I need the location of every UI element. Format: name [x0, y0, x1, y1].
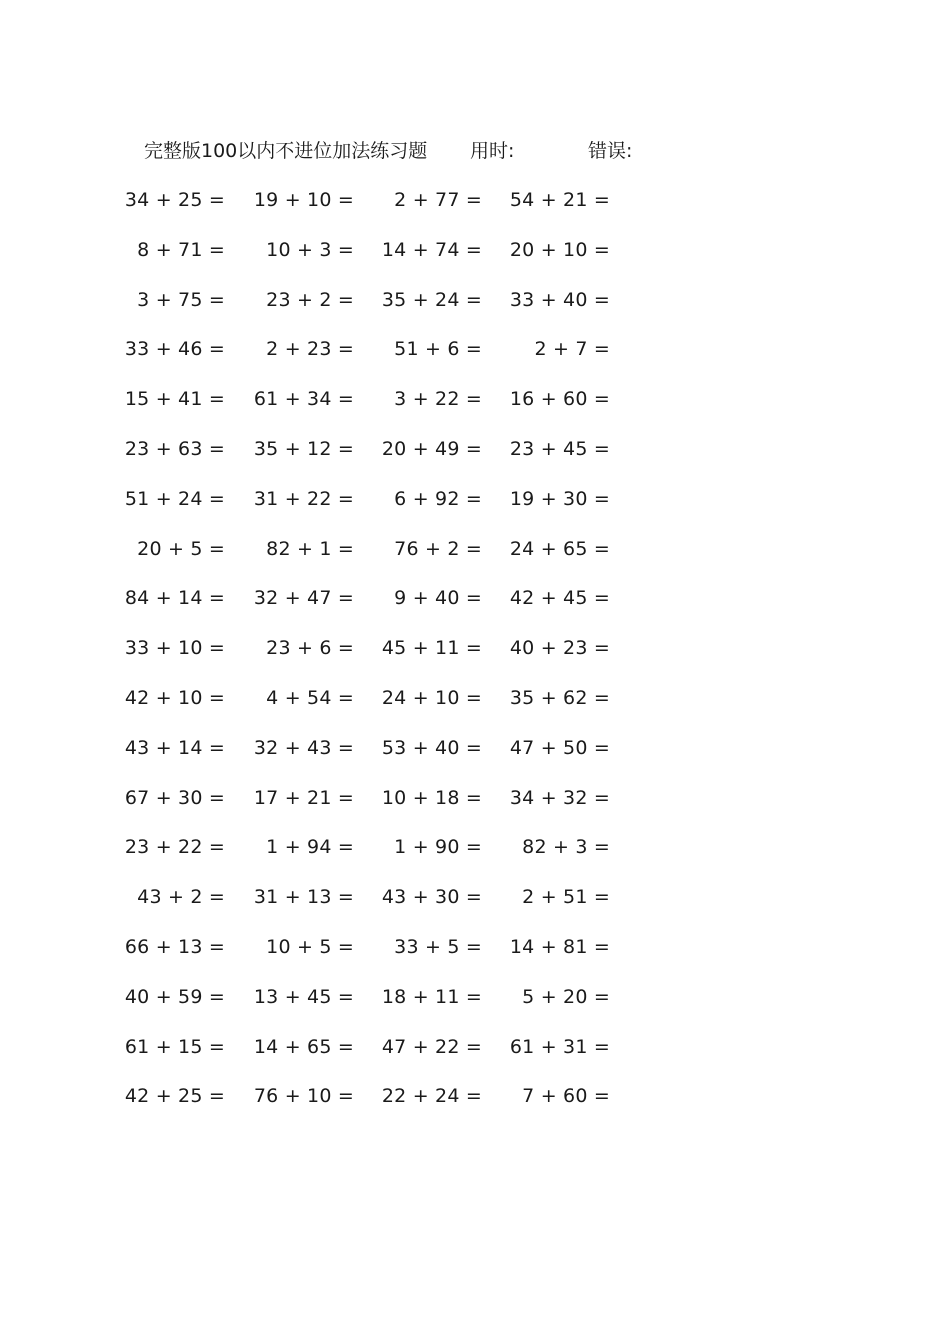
addition-problem: 24 + 10 =: [381, 686, 482, 709]
addition-problem: 61 + 15 =: [124, 1035, 225, 1058]
addition-problem: 1 + 94 =: [266, 836, 354, 859]
problem-row: [0, 286, 950, 336]
addition-problem: 66 + 13 =: [124, 935, 225, 958]
addition-problem: 3 + 22 =: [394, 388, 482, 411]
addition-problem: 10 + 5 =: [266, 935, 354, 958]
addition-problem: 20 + 49 =: [381, 437, 482, 460]
addition-problem: 9 + 40 =: [394, 587, 482, 610]
addition-problem: 14 + 74 =: [381, 238, 482, 261]
problem-row: [0, 983, 950, 1033]
problem-row: [0, 734, 950, 784]
addition-problem: 51 + 6 =: [394, 338, 482, 361]
problem-row: [0, 335, 950, 385]
addition-problem: 31 + 13 =: [253, 886, 354, 909]
addition-problem: 13 + 45 =: [253, 985, 354, 1008]
addition-problem: 82 + 1 =: [266, 537, 354, 560]
addition-problem: 43 + 30 =: [381, 886, 482, 909]
addition-problem: 51 + 24 =: [124, 487, 225, 510]
addition-problem: 40 + 59 =: [124, 985, 225, 1008]
addition-problem: 17 + 21 =: [253, 786, 354, 809]
addition-problem: 43 + 14 =: [124, 736, 225, 759]
problem-grid: [0, 186, 950, 1132]
problem-row: [0, 883, 950, 933]
addition-problem: 53 + 40 =: [381, 736, 482, 759]
addition-problem: 8 + 71 =: [137, 238, 225, 261]
addition-problem: 7 + 60 =: [522, 1085, 610, 1108]
addition-problem: 23 + 45 =: [509, 437, 610, 460]
problem-row: [0, 784, 950, 834]
addition-problem: 23 + 2 =: [266, 288, 354, 311]
addition-problem: 10 + 3 =: [266, 238, 354, 261]
addition-problem: 18 + 11 =: [381, 985, 482, 1008]
problem-row: [0, 1082, 950, 1132]
addition-problem: 76 + 2 =: [394, 537, 482, 560]
addition-problem: 10 + 18 =: [381, 786, 482, 809]
addition-problem: 20 + 5 =: [137, 537, 225, 560]
addition-problem: 84 + 14 =: [124, 587, 225, 610]
addition-problem: 23 + 63 =: [124, 437, 225, 460]
addition-problem: 2 + 77 =: [394, 189, 482, 211]
problem-row: [0, 1033, 950, 1083]
addition-problem: 19 + 30 =: [509, 487, 610, 510]
addition-problem: 20 + 10 =: [509, 238, 610, 261]
addition-problem: 33 + 10 =: [124, 637, 225, 660]
addition-problem: 2 + 23 =: [266, 338, 354, 361]
addition-problem: 47 + 22 =: [381, 1035, 482, 1058]
problem-row: [0, 634, 950, 684]
addition-problem: 14 + 65 =: [253, 1035, 354, 1058]
addition-problem: 23 + 22 =: [124, 836, 225, 859]
addition-problem: 5 + 20 =: [522, 985, 610, 1008]
addition-problem: 82 + 3 =: [522, 836, 610, 859]
addition-problem: 33 + 40 =: [509, 288, 610, 311]
addition-problem: 6 + 92 =: [394, 487, 482, 510]
addition-problem: 14 + 81 =: [509, 935, 610, 958]
addition-problem: 31 + 22 =: [253, 487, 354, 510]
addition-problem: 76 + 10 =: [253, 1085, 354, 1108]
addition-problem: 2 + 7 =: [534, 338, 610, 361]
problem-row: [0, 485, 950, 535]
addition-problem: 22 + 24 =: [381, 1085, 482, 1108]
addition-problem: 35 + 12 =: [253, 437, 354, 460]
addition-problem: 24 + 65 =: [509, 537, 610, 560]
addition-problem: 35 + 62 =: [509, 686, 610, 709]
problem-row: [0, 584, 950, 634]
addition-problem: 42 + 45 =: [509, 587, 610, 610]
problem-row: [0, 535, 950, 585]
addition-problem: 34 + 32 =: [509, 786, 610, 809]
errors-label: 错误:: [588, 140, 633, 162]
problem-row: [0, 933, 950, 983]
worksheet-header: [144, 137, 664, 165]
addition-problem: 43 + 2 =: [137, 886, 225, 909]
problem-row: [0, 385, 950, 435]
addition-problem: 32 + 43 =: [253, 736, 354, 759]
problem-row: [0, 684, 950, 734]
addition-problem: 1 + 90 =: [394, 836, 482, 859]
addition-problem: 67 + 30 =: [124, 786, 225, 809]
worksheet-title: 完整版100以内不进位加法练习题: [144, 140, 428, 162]
addition-problem: 47 + 50 =: [509, 736, 610, 759]
addition-problem: 34 + 25 =: [124, 189, 225, 211]
addition-problem: 45 + 11 =: [381, 637, 482, 660]
addition-problem: 42 + 25 =: [124, 1085, 225, 1108]
addition-problem: 61 + 31 =: [509, 1035, 610, 1058]
addition-problem: 40 + 23 =: [509, 637, 610, 660]
addition-problem: 61 + 34 =: [253, 388, 354, 411]
problem-row: [0, 186, 950, 236]
addition-problem: 19 + 10 =: [253, 189, 354, 211]
addition-problem: 16 + 60 =: [509, 388, 610, 411]
addition-problem: 35 + 24 =: [381, 288, 482, 311]
addition-problem: 15 + 41 =: [124, 388, 225, 411]
problem-row: [0, 833, 950, 883]
addition-problem: 32 + 47 =: [253, 587, 354, 610]
addition-problem: 2 + 51 =: [522, 886, 610, 909]
addition-problem: 33 + 46 =: [124, 338, 225, 361]
addition-problem: 3 + 75 =: [137, 288, 225, 311]
time-label: 用时:: [470, 140, 515, 162]
addition-problem: 54 + 21 =: [509, 189, 610, 211]
problem-row: [0, 435, 950, 485]
addition-problem: 4 + 54 =: [266, 686, 354, 709]
addition-problem: 23 + 6 =: [266, 637, 354, 660]
problem-row: [0, 236, 950, 286]
addition-problem: 33 + 5 =: [394, 935, 482, 958]
addition-problem: 42 + 10 =: [124, 686, 225, 709]
